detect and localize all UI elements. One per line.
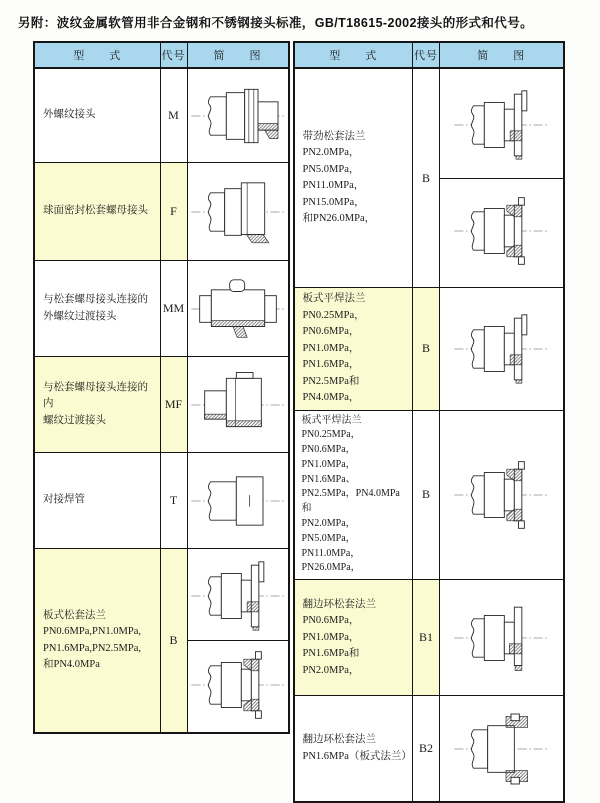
col-header-type: 型 式 xyxy=(34,42,160,68)
table-row xyxy=(34,261,289,357)
neck-loose-flange-type1-diagram xyxy=(440,73,563,178)
fitting-type-line: 板式平焊法兰 xyxy=(301,414,362,426)
flare-ring-loose-flange-plate-drawing xyxy=(451,712,551,786)
fitting-type-line: 和PN26.0MPa， xyxy=(302,213,376,224)
fitting-type-line: 翻边环松套法兰 xyxy=(302,598,376,610)
fitting-type-line: 翻边环松套法兰 xyxy=(302,734,376,746)
fitting-type-line: 与松套螺母接头连接的 xyxy=(43,294,148,305)
plate-weld-flange-type1-drawing xyxy=(451,312,551,386)
diagram-wrapper xyxy=(188,552,288,729)
butt-weld-pipe-diagram xyxy=(188,464,288,538)
fitting-type-cell xyxy=(34,261,160,357)
fitting-code-cell: B2 xyxy=(413,696,440,803)
right-table-header xyxy=(294,42,564,68)
table-row xyxy=(294,580,564,696)
male-thread-fitting-diagram xyxy=(188,79,288,153)
table-row xyxy=(34,357,289,453)
fitting-code-cell: MM xyxy=(160,261,187,357)
left-table-body xyxy=(34,68,289,733)
fitting-type-line: PN2.0MPa，PN5.0MPa， xyxy=(301,518,356,544)
flare-ring-loose-flange-plate-diagram xyxy=(440,712,563,786)
diagram-wrapper xyxy=(188,464,288,538)
diagram-wrapper xyxy=(440,458,563,532)
fitting-code-cell: B xyxy=(413,410,440,580)
flare-ring-loose-flange-diagram xyxy=(440,601,563,675)
fitting-type-line: PN1.6MPa（板式法兰） xyxy=(302,750,412,762)
fitting-code-cell: MF xyxy=(160,357,187,453)
neck-loose-flange-type2-drawing xyxy=(451,195,551,267)
fitting-code-cell: M xyxy=(160,68,187,163)
fitting-type-cell xyxy=(34,453,160,549)
page-title: 另附：波纹金属软管用非合金钢和不锈钢接头标准，GB/T18615-2002接头的形式和代号。 xyxy=(18,16,533,30)
fitting-type-line: 带劲松套法兰 xyxy=(302,130,366,142)
fitting-code-cell: B xyxy=(413,68,440,288)
loose-nut-fitting-drawing xyxy=(188,175,288,249)
plate-weld-flange-type2-drawing xyxy=(451,458,551,532)
fitting-diagram-cell xyxy=(440,696,564,803)
table-row xyxy=(294,68,564,288)
fitting-diagram-cell xyxy=(187,261,289,357)
loose-nut-fitting-diagram xyxy=(188,175,288,249)
diagram-wrapper xyxy=(440,73,563,284)
fitting-code-cell: F xyxy=(160,163,187,261)
diagram-wrapper xyxy=(188,79,288,153)
right-fittings-table xyxy=(293,41,565,803)
plate-loose-flange-type2-drawing xyxy=(188,649,288,721)
male-union-fitting-drawing xyxy=(188,272,288,346)
female-union-fitting-drawing xyxy=(188,368,288,442)
right-table-body xyxy=(294,68,564,802)
left-fittings-table xyxy=(33,41,290,734)
fitting-type-line: PN1.6MPa,PN2.5MPa, xyxy=(43,642,142,654)
fitting-code-cell: B1 xyxy=(413,580,440,696)
header-row xyxy=(34,42,289,68)
fitting-type-line: 板式松套法兰 xyxy=(43,609,106,621)
fitting-type-cell xyxy=(294,696,413,803)
fitting-type-cell xyxy=(34,68,160,163)
fitting-type-line: PN1.0MPa，PN1.6MPa， xyxy=(302,342,360,370)
fitting-type-line: PN2.5MPa，PN4.0MPa和 xyxy=(301,488,400,515)
male-thread-fitting-drawing xyxy=(188,79,288,153)
table-row xyxy=(294,410,564,580)
header-row xyxy=(294,42,564,68)
fitting-type-cell xyxy=(294,68,413,288)
fitting-type-cell xyxy=(294,410,413,580)
plate-loose-flange-type1-diagram xyxy=(188,552,288,640)
fitting-type-line: 螺纹过渡接头 xyxy=(43,414,106,426)
fitting-diagram-cell xyxy=(440,288,564,411)
diagram-wrapper xyxy=(440,712,563,786)
plate-loose-flange-type1-drawing xyxy=(188,560,288,632)
fitting-type-line: PN11.0MPa，PN26.0MPa， xyxy=(301,547,361,574)
fitting-diagram-cell xyxy=(187,357,289,453)
table-row xyxy=(294,288,564,411)
fitting-type-cell xyxy=(294,288,413,411)
fitting-type-line: 外螺纹接头 xyxy=(43,109,96,121)
butt-weld-pipe-drawing xyxy=(188,464,288,538)
fitting-type-line: PN0.6MPa,PN1.0MPa, xyxy=(43,626,142,637)
fitting-diagram-cell xyxy=(187,68,289,163)
fitting-type-line: 板式平焊法兰 xyxy=(302,293,366,304)
fitting-code-cell: B xyxy=(160,549,187,734)
fitting-code-cell: B xyxy=(413,288,440,411)
fitting-type-line: 球面密封松套螺母接头 xyxy=(43,205,148,217)
fittings-table-group xyxy=(33,41,565,803)
fitting-diagram-cell xyxy=(440,68,564,288)
plate-weld-flange-type1-diagram xyxy=(440,312,563,386)
fitting-type-cell xyxy=(34,549,160,734)
fitting-diagram-cell xyxy=(187,163,289,261)
col-header-diagram: 简 图 xyxy=(187,42,289,68)
fitting-type-line: PN2.0MPa，PN5.0MPa， xyxy=(302,147,360,175)
fitting-code-cell: T xyxy=(160,453,187,549)
table-row xyxy=(34,163,289,261)
fitting-type-line: PN0.25MPa，PN0.6MPa， xyxy=(301,429,361,456)
fitting-type-line: 和PN4.0MPa xyxy=(43,659,100,670)
diagram-wrapper xyxy=(188,272,288,346)
fitting-diagram-cell xyxy=(440,580,564,696)
col-header-diagram: 简 图 xyxy=(440,42,564,68)
flare-ring-loose-flange-drawing xyxy=(451,601,551,675)
fitting-type-line: 与松套螺母接头连接的内 xyxy=(43,381,148,410)
table-row xyxy=(34,549,289,734)
diagram-wrapper xyxy=(188,175,288,249)
fitting-type-line: PN1.6MPa和PN2.0MPa， xyxy=(302,648,360,676)
fitting-diagram-cell xyxy=(187,453,289,549)
fitting-type-cell xyxy=(34,357,160,453)
table-row xyxy=(294,696,564,803)
diagram-wrapper xyxy=(440,312,563,386)
col-header-code: 代号 xyxy=(413,42,440,68)
fitting-type-line: 对接焊管 xyxy=(43,494,85,506)
fitting-type-cell xyxy=(294,580,413,696)
fitting-type-line: 外螺纹过渡接头 xyxy=(43,310,117,322)
plate-loose-flange-type2-diagram xyxy=(188,640,288,729)
fitting-diagram-cell xyxy=(440,410,564,580)
plate-weld-flange-type2-diagram xyxy=(440,458,563,532)
fitting-type-line: PN1.0MPa，PN1.6MPa、 xyxy=(301,458,356,485)
table-row xyxy=(34,68,289,163)
neck-loose-flange-type2-diagram xyxy=(440,178,563,284)
fitting-type-cell xyxy=(34,163,160,261)
diagram-wrapper xyxy=(188,368,288,442)
neck-loose-flange-type1-drawing xyxy=(451,89,551,161)
male-union-fitting-diagram xyxy=(188,272,288,346)
left-table-header xyxy=(34,42,289,68)
col-header-type: 型 式 xyxy=(294,42,413,68)
fitting-type-line: PN11.0MPa，PN15.0MPa， xyxy=(302,180,365,208)
fitting-type-line: PN2.5MPa和PN4.0MPa， xyxy=(302,375,360,403)
fitting-type-line: PN0.6MPa，PN1.0MPa， xyxy=(302,615,360,643)
female-union-fitting-diagram xyxy=(188,368,288,442)
col-header-code: 代号 xyxy=(160,42,187,68)
fitting-type-line: PN0.25MPa，PN0.6MPa， xyxy=(302,309,365,337)
fitting-diagram-cell xyxy=(187,549,289,734)
diagram-wrapper xyxy=(440,601,563,675)
table-row xyxy=(34,453,289,549)
